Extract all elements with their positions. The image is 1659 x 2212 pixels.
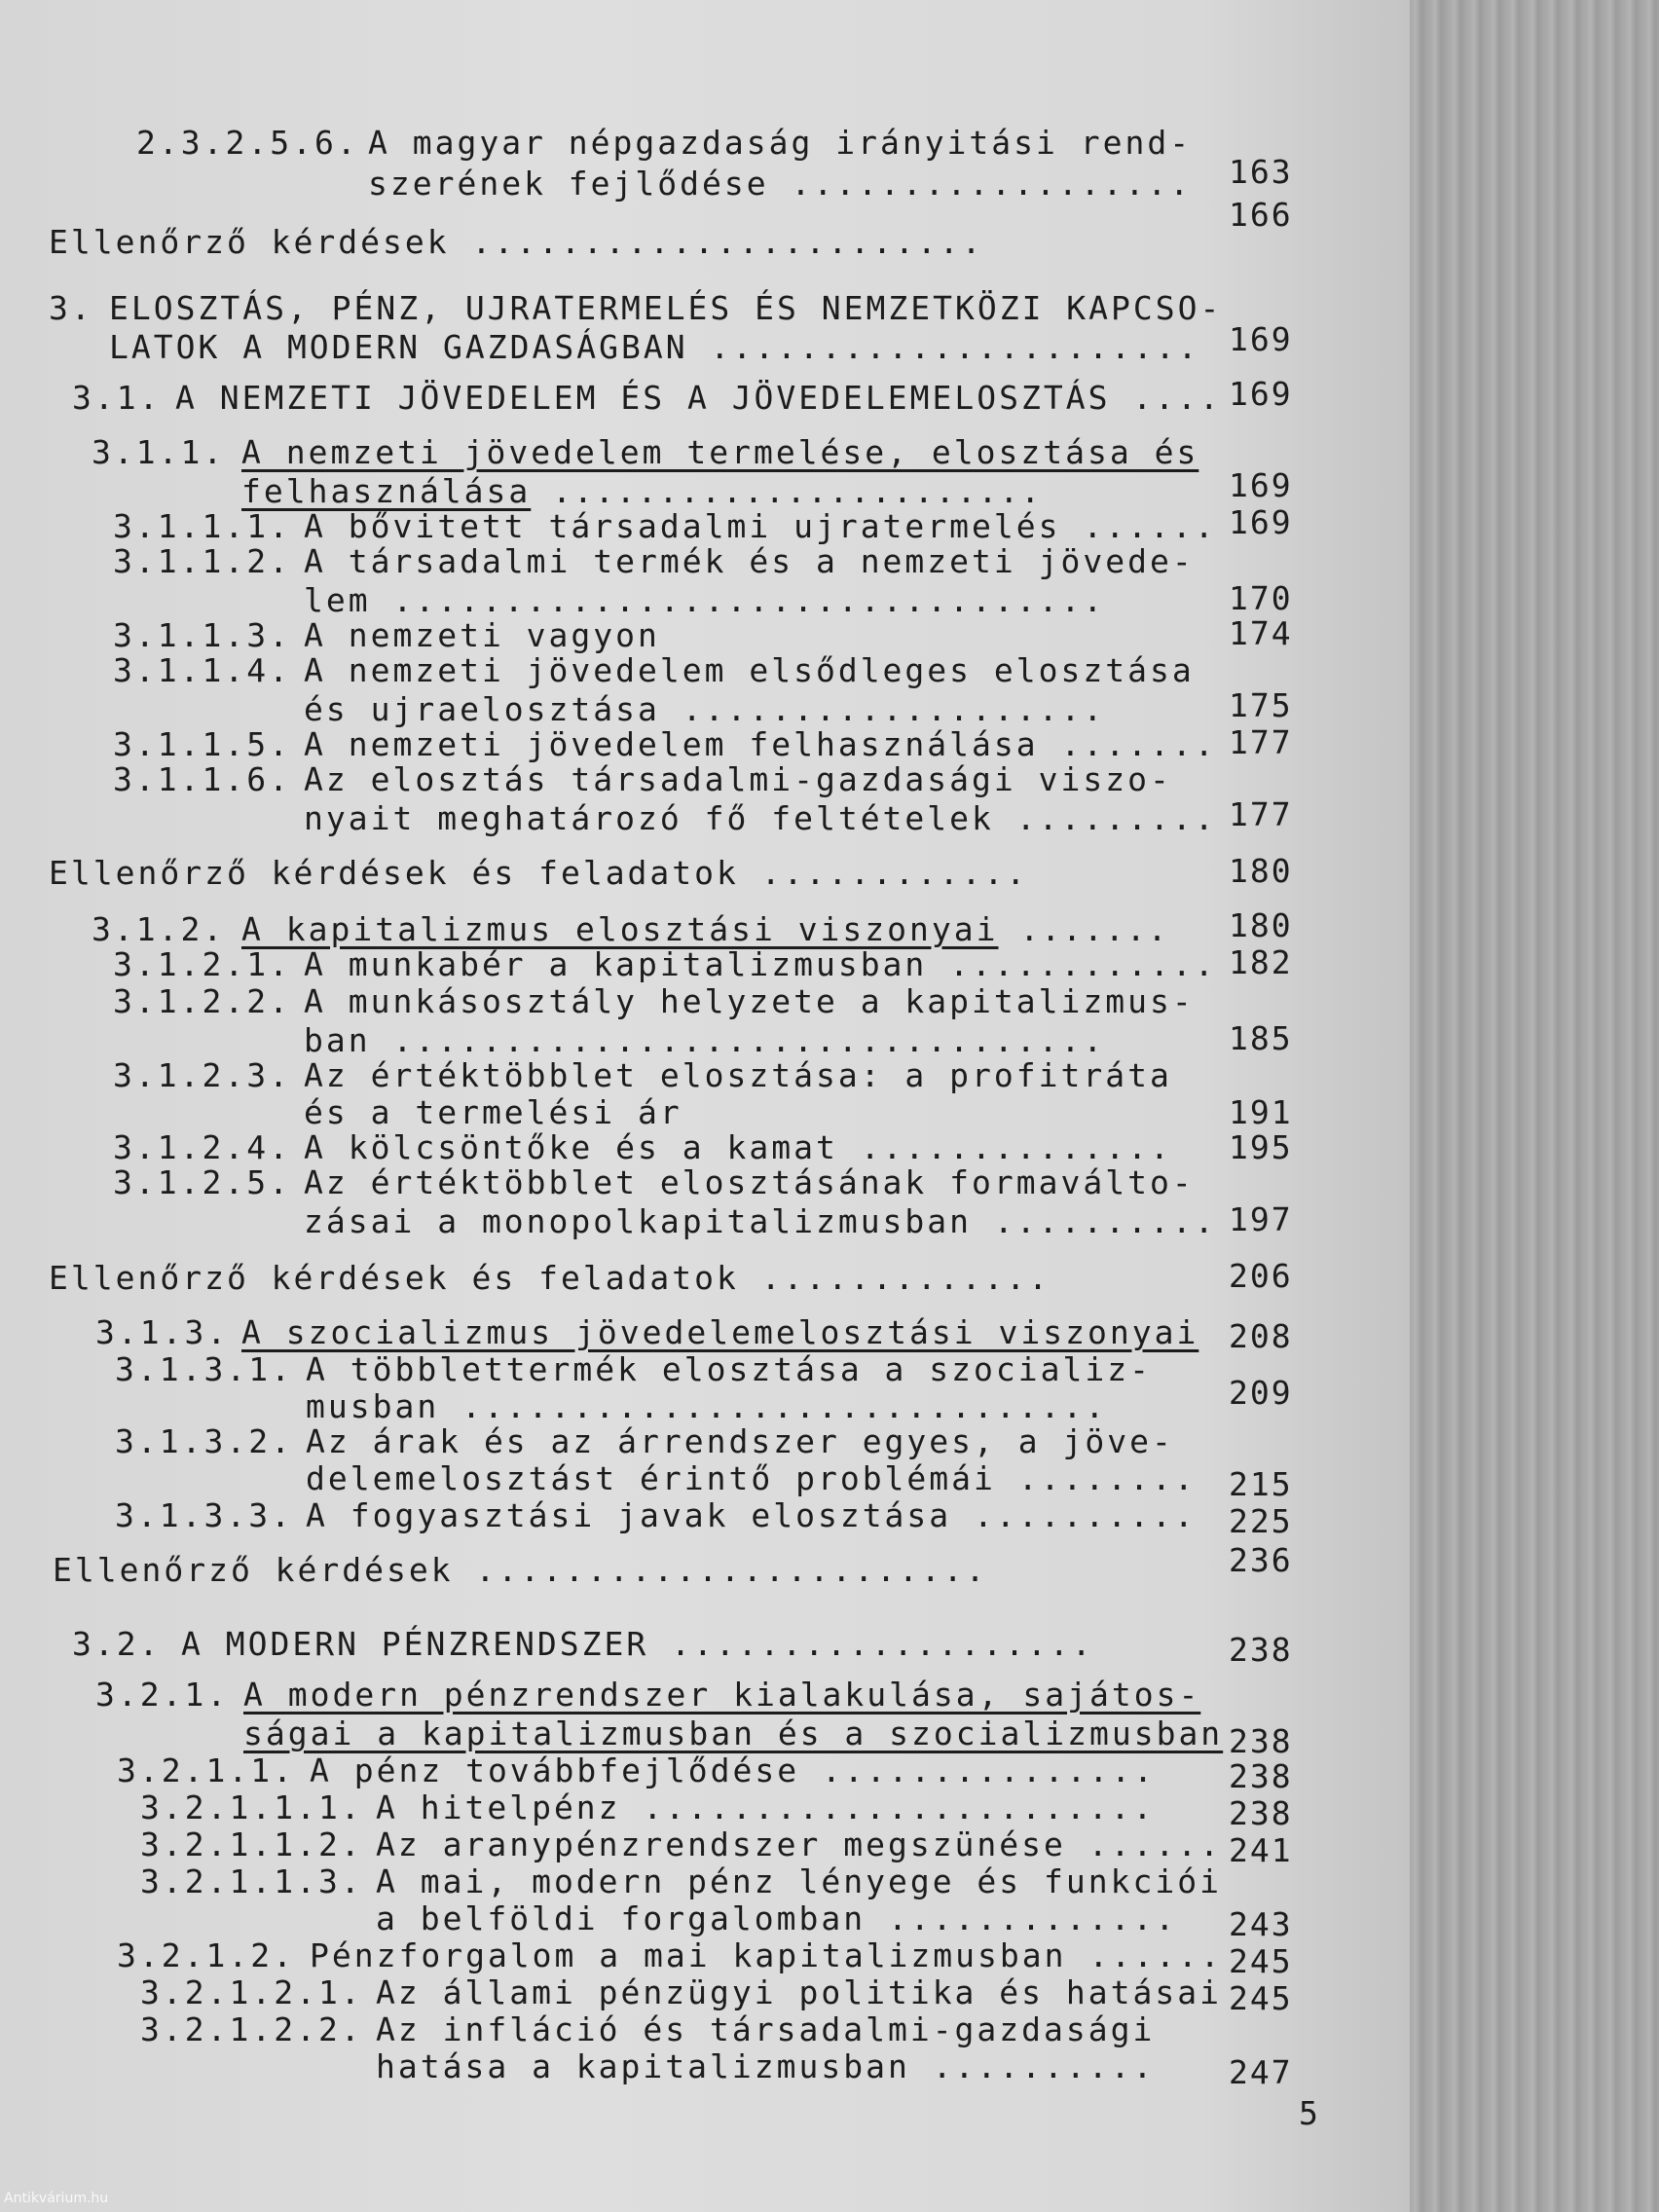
entry-title-line: musban ............................. xyxy=(306,1387,1108,1425)
page-ref: 163 xyxy=(1229,153,1293,191)
dot-leader: ....................... xyxy=(531,472,1043,510)
entry-title-line: Ellenőrző kérdések ....................... xyxy=(49,223,984,261)
page-ref: 243 xyxy=(1229,1905,1293,1943)
entry-title-line: hatása a kapitalizmusban .......... xyxy=(376,2047,1156,2085)
page-ref: 166 xyxy=(1229,196,1293,234)
section-number: 3.1.1.5. xyxy=(113,725,291,763)
underlined-title: A nemzeti jövedelem termelése, elosztása és xyxy=(241,433,1199,471)
section-number: 3.2.1.1.2. xyxy=(140,1825,363,1863)
page-ref: 191 xyxy=(1229,1093,1293,1131)
page-ref: 245 xyxy=(1229,1979,1293,2017)
entry-title-line: Az értéktöbblet elosztása: a profitráta xyxy=(304,1056,1172,1094)
section-number: 3.1.3. xyxy=(95,1313,230,1351)
entry-title-line: A MODERN PÉNZRENDSZER ................... xyxy=(181,1625,1094,1663)
section-number: 3.1.1.2. xyxy=(113,542,291,580)
section-number: 3.1.1.6. xyxy=(113,760,291,798)
page-number: 5 xyxy=(1299,2094,1318,2132)
section-number: 3.2.1.2. xyxy=(117,1936,295,1974)
entry-title-line xyxy=(241,911,1168,948)
entry-title-line: Pénzforgalom a mai kapitalizmusban ...... xyxy=(310,1936,1223,1974)
section-number: 3.1. xyxy=(72,379,162,417)
section-number: 3.1.2.5. xyxy=(113,1163,291,1201)
entry-title-line: és a termelési ár xyxy=(304,1093,682,1131)
section-number: 3.1.1.4. xyxy=(113,651,291,689)
section-number: 3.1.2.4. xyxy=(113,1128,291,1166)
entry-title-line: ban ................................ xyxy=(304,1021,1106,1059)
entry-title-line: Ellenőrző kérdések ....................... xyxy=(53,1551,988,1589)
underlined-title: felhasználása xyxy=(241,472,532,510)
background-surface xyxy=(1410,0,1659,2212)
section-number: 3.2.1. xyxy=(95,1676,230,1714)
page-ref: 215 xyxy=(1229,1465,1293,1503)
entry-title-line xyxy=(241,434,1198,471)
page-ref: 169 xyxy=(1229,375,1293,413)
dot-leader: ....... xyxy=(998,910,1169,948)
entry-title-line: delemelosztást érintő problémái ........ xyxy=(306,1459,1197,1497)
entry-title-line: A pénz továbbfejlődése ............... xyxy=(310,1751,1156,1789)
entry-title-line: Az értéktöbblet elosztásának formaválto- xyxy=(304,1163,1195,1201)
section-number: 3.1.1. xyxy=(92,433,226,471)
entry-title-line xyxy=(241,473,1042,510)
page-ref: 238 xyxy=(1229,1794,1293,1832)
entry-title-line: A munkabér a kapitalizmusban ............ xyxy=(304,945,1217,983)
page-ref: 180 xyxy=(1229,906,1293,944)
entry-title-line: A NEMZETI JÖVEDELEM ÉS A JÖVEDELEMELOSZTÁS .... xyxy=(175,379,1222,417)
page-ref: 195 xyxy=(1229,1128,1293,1166)
section-number: 3.2.1.1. xyxy=(117,1751,295,1789)
section-number: 3. xyxy=(49,289,93,327)
entry-title-line: A nemzeti jövedelem elsődleges elosztása xyxy=(304,651,1195,689)
watermark: Antikvárium.hu xyxy=(4,2191,109,2206)
section-number: 3.1.1.1. xyxy=(113,507,291,545)
page-ref: 174 xyxy=(1229,614,1293,652)
section-number: 3.2.1.1.3. xyxy=(140,1862,363,1900)
page-ref: 175 xyxy=(1229,686,1293,724)
section-number: 3.2.1.2.2. xyxy=(140,2010,363,2048)
entry-title-line: A többlettermék elosztása a szocializ- xyxy=(306,1350,1152,1388)
page-ref: 225 xyxy=(1229,1502,1293,1540)
page-ref: 197 xyxy=(1229,1200,1293,1238)
entry-title-line: Ellenőrző kérdések és feladatok ............ xyxy=(49,854,1029,892)
section-number: 3.1.2.1. xyxy=(113,945,291,983)
entry-title-line: ELOSZTÁS, PÉNZ, UJRATERMELÉS ÉS NEMZETKÖZI KAPCSO- xyxy=(109,289,1223,327)
page-ref: 208 xyxy=(1229,1317,1293,1355)
entry-title-line: a belföldi forgalomban ............. xyxy=(376,1899,1178,1937)
page-ref: 236 xyxy=(1229,1541,1293,1579)
entry-title-line: és ujraelosztása ................... xyxy=(304,690,1106,728)
section-number: 3.2.1.2.1. xyxy=(140,1973,363,2011)
section-number: 3.1.3.2. xyxy=(115,1422,293,1460)
section-number: 3.2.1.1.1. xyxy=(140,1788,363,1826)
page-ref: 238 xyxy=(1229,1757,1293,1795)
entry-title-line: zásai a monopolkapitalizmusban .......... xyxy=(304,1202,1217,1240)
entry-title-line: A bővitett társadalmi ujratermelés ...... xyxy=(304,507,1217,545)
entry-title-line: Az infláció és társadalmi-gazdasági xyxy=(376,2010,1156,2048)
entry-title-line: Az árak és az árrendszer egyes, a jöve- xyxy=(306,1422,1174,1460)
page-ref: 206 xyxy=(1229,1257,1293,1295)
page-ref: 169 xyxy=(1229,320,1293,358)
entry-title-line: A munkásosztály helyzete a kapitalizmus- xyxy=(304,982,1195,1020)
page-ref: 169 xyxy=(1229,466,1293,504)
underlined-title: A szocializmus jövedelemelosztási viszonyai xyxy=(241,1313,1199,1351)
entry-title-line: Az aranypénzrendszer megszünése ...... xyxy=(376,1825,1222,1863)
entry-title-line: lem ................................ xyxy=(304,581,1106,619)
page-ref: 182 xyxy=(1229,943,1293,981)
page-ref: 245 xyxy=(1229,1942,1293,1980)
page-ref: 185 xyxy=(1229,1019,1293,1057)
entry-title-line: Az állami pénzügyi politika és hatásai xyxy=(376,1973,1222,2011)
entry-title-line: A magyar népgazdaság irányitási rend- xyxy=(368,124,1193,162)
page-ref: 238 xyxy=(1229,1722,1293,1760)
page-ref: 180 xyxy=(1229,852,1293,890)
entry-title-line: A nemzeti vagyon xyxy=(304,616,660,654)
page-ref: 247 xyxy=(1229,2053,1293,2091)
underlined-title: A kapitalizmus elosztási viszonyai xyxy=(241,910,999,948)
entry-title-line xyxy=(241,1314,1198,1351)
section-number: 3.1.3.1. xyxy=(115,1350,293,1388)
entry-title-line: A társadalmi termék és a nemzeti jövede- xyxy=(304,542,1195,580)
underlined-title: A modern pénzrendszer kialakulása, sajátos- xyxy=(243,1676,1201,1714)
page-ref: 177 xyxy=(1229,795,1293,833)
underlined-title: ságai a kapitalizmusban és a szocializmusban xyxy=(243,1714,1224,1752)
section-number: 3.1.2.3. xyxy=(113,1056,291,1094)
section-number: 3.2. xyxy=(72,1625,162,1663)
section-number: 3.1.3.3. xyxy=(115,1496,293,1534)
entry-title-line: A kölcsöntőke és a kamat .............. xyxy=(304,1128,1172,1166)
page-ref: 238 xyxy=(1229,1631,1293,1669)
entry-title-line: Ellenőrző kérdések és feladatok ............. xyxy=(49,1259,1051,1297)
page-ref: 170 xyxy=(1229,579,1293,617)
entry-title-line: Az elosztás társadalmi-gazdasági viszo- xyxy=(304,760,1172,798)
page-ref: 177 xyxy=(1229,723,1293,761)
entry-title-line xyxy=(243,1677,1200,1714)
entry-title-line: szerének fejlődése .................. xyxy=(368,165,1193,203)
page-ref: 241 xyxy=(1229,1831,1293,1869)
entry-title-line: A fogyasztási javak elosztása .......... xyxy=(306,1496,1197,1534)
page-ref: 169 xyxy=(1229,503,1293,541)
section-number: 2.3.2.5.6. xyxy=(136,124,359,162)
section-number: 3.1.2. xyxy=(92,910,226,948)
entry-title-line: A mai, modern pénz lényege és funkciói xyxy=(376,1862,1222,1900)
section-number: 3.1.2.2. xyxy=(113,982,291,1020)
page-ref: 209 xyxy=(1229,1374,1293,1412)
entry-title-line: LATOK A MODERN GAZDASÁGBAN ...................... xyxy=(109,328,1200,366)
section-number: 3.1.1.3. xyxy=(113,616,291,654)
entry-title-line: A nemzeti jövedelem felhasználása ....... xyxy=(304,725,1217,763)
entry-title-line: nyait meghatározó fő feltételek ......... xyxy=(304,799,1217,837)
entry-title-line xyxy=(243,1715,1223,1752)
entry-title-line: A hitelpénz ....................... xyxy=(376,1788,1156,1826)
